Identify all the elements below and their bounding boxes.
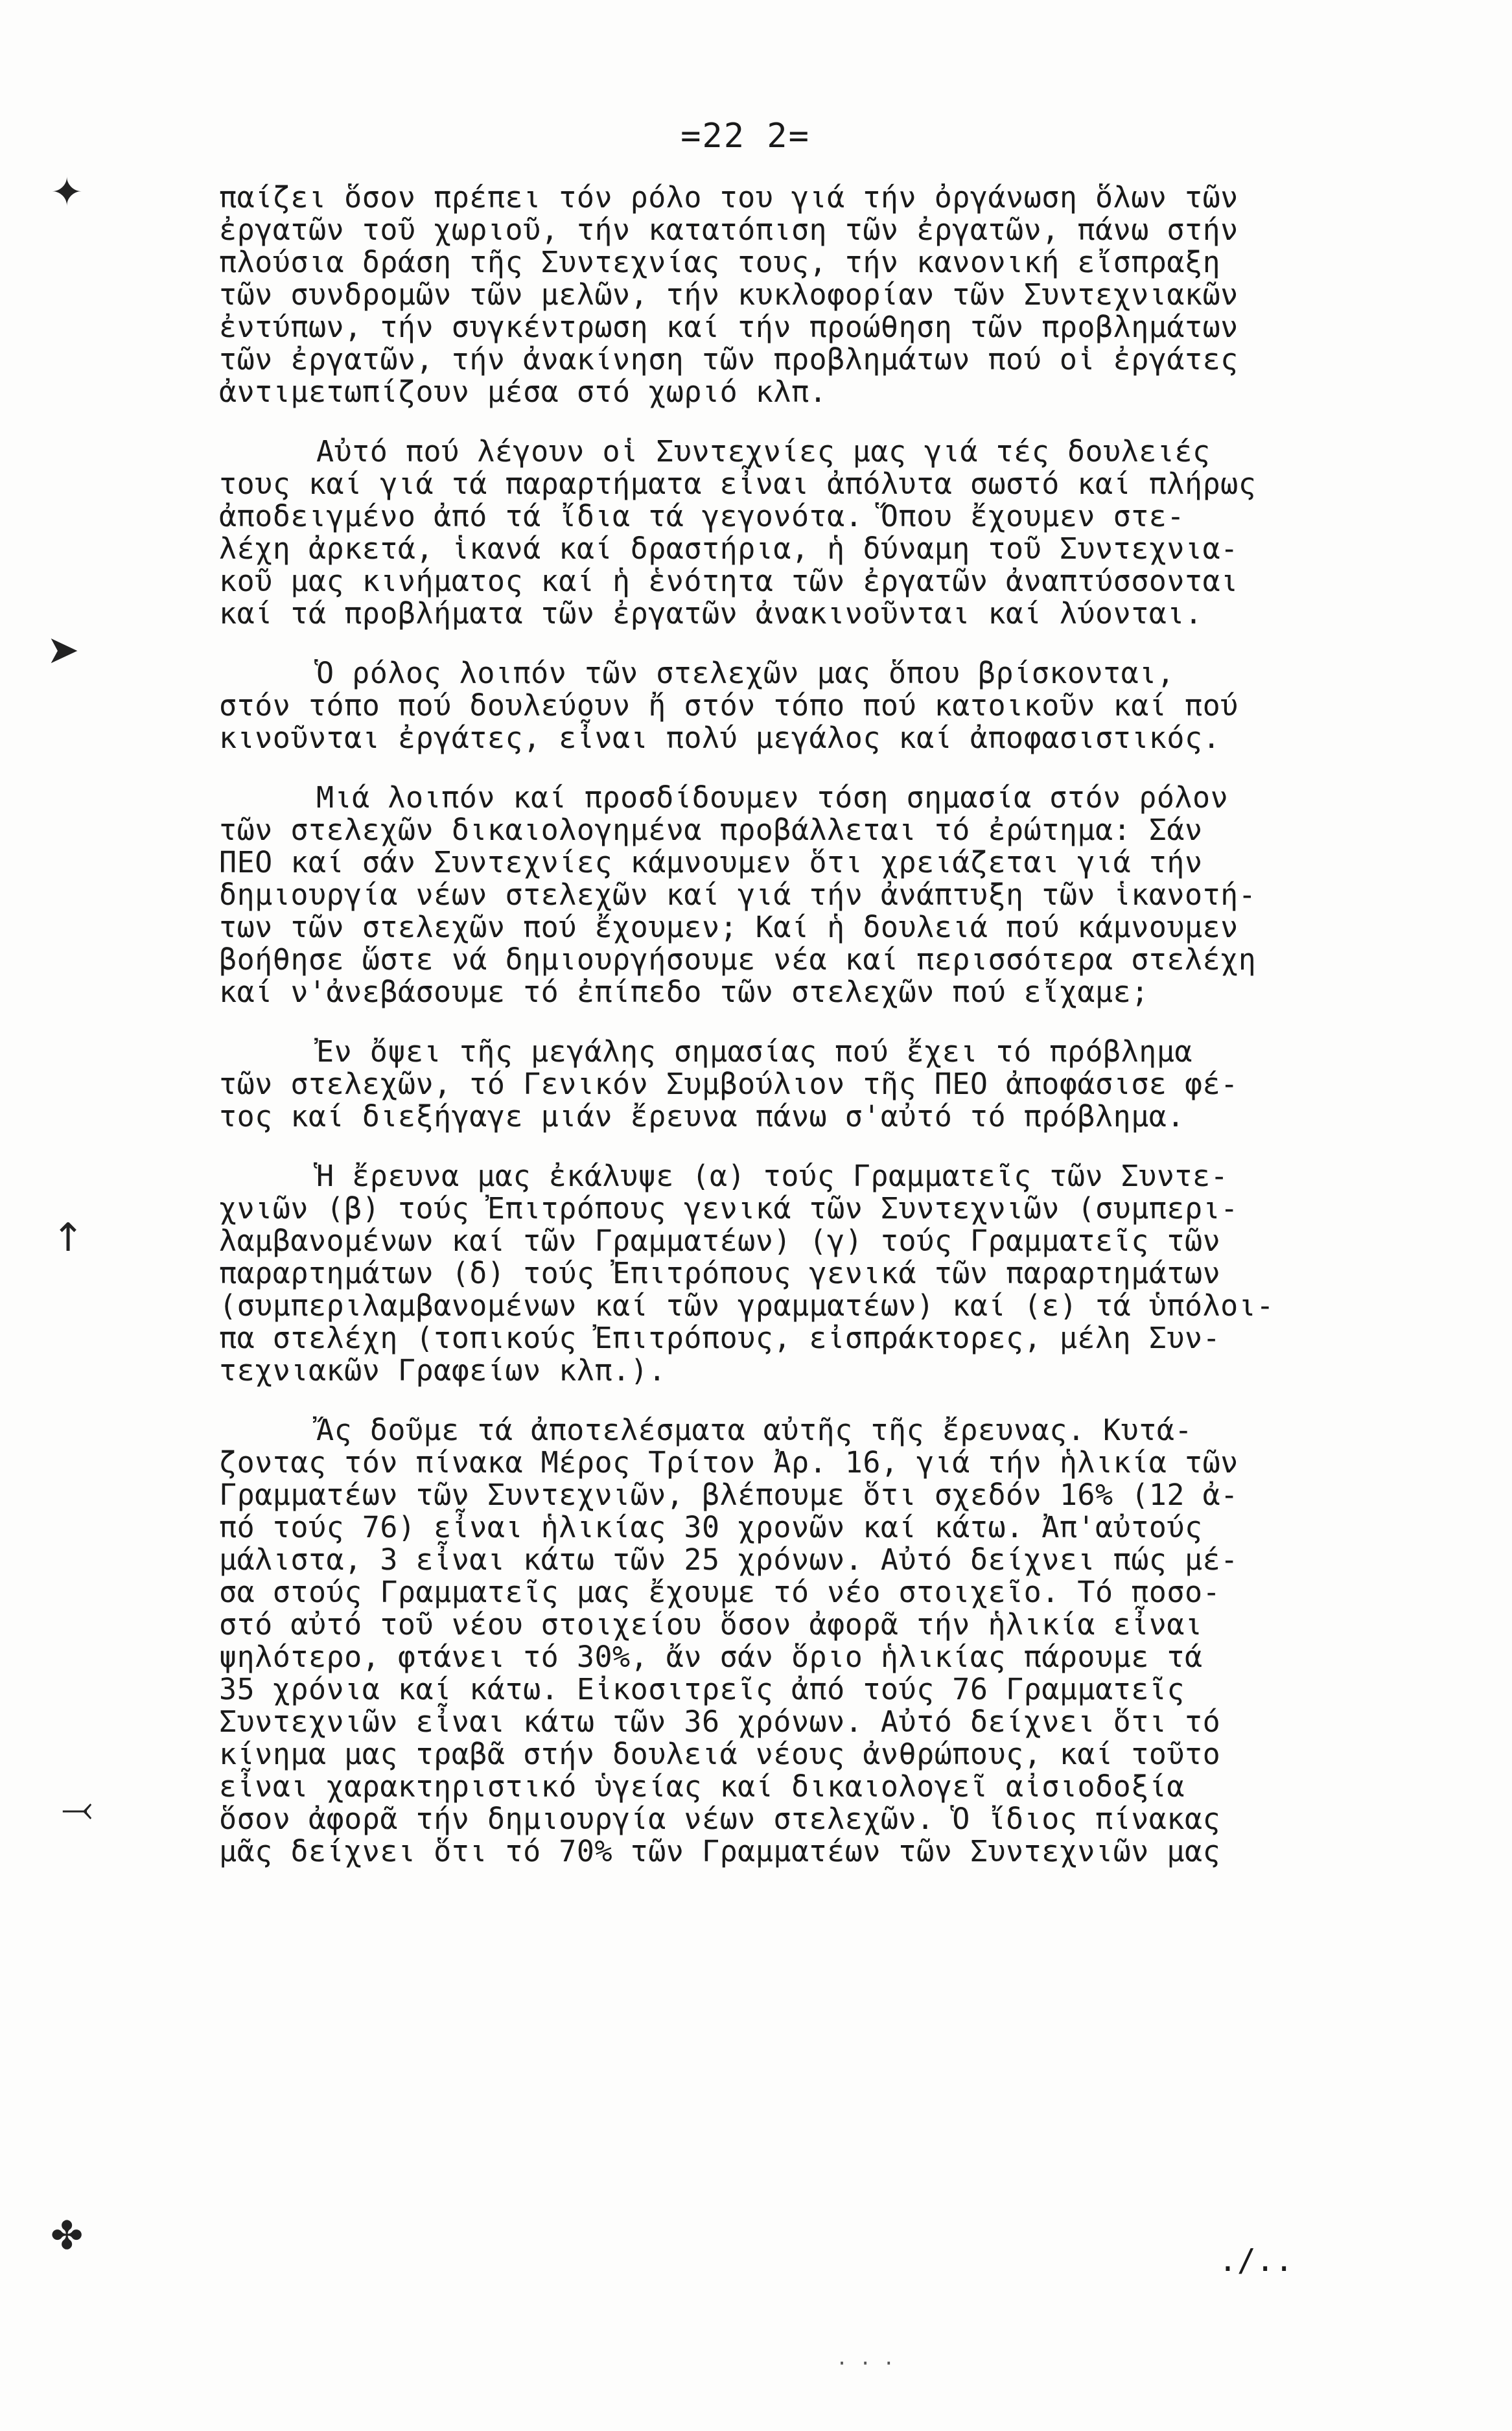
text-line: 35 χρόνια καί κάτω. Εἰκοσιτρεῖς ἀπό τούς 76 Γραμματεῖς	[219, 1672, 1185, 1706]
text-line: κοῦ μας κινήματος καί ἡ ἑνότητα τῶν ἐργατῶν ἀναπτύσσονται	[219, 564, 1239, 598]
paragraph-7	[219, 1414, 1386, 1868]
text-line: (συμπεριλαμβανομένων καί τῶν γραμματέων) καί (ε) τά ὑπόλοι-	[219, 1288, 1274, 1323]
paragraph-4	[219, 782, 1386, 1008]
text-line: καί τά προβλήματα τῶν ἐργατῶν ἀνακινοῦνται καί λύονται.	[219, 596, 1203, 631]
continuation-mark: ./..	[1218, 2242, 1294, 2279]
text-line: Ἡ ἔρευνα μας ἐκάλυψε (α) τούς Γραμματεῖς τῶν Συντε-	[316, 1159, 1229, 1193]
text-line: ἀποδειγμένο ἀπό τά ἴδια τά γεγονότα. Ὅπου ἔχουμεν στε-	[219, 499, 1185, 533]
text-line: μάλιστα, 3 εἶναι κάτω τῶν 25 χρόνων. Αὐτό δείχνει πώς μέ-	[219, 1542, 1239, 1577]
text-line: τεχνιακῶν Γραφείων κλπ.).	[219, 1353, 666, 1388]
text-line: καί ν'ἀνεβάσουμε τό ἐπίπεδο τῶν στελεχῶν πού εἴχαμε;	[219, 975, 1149, 1009]
paragraph-6	[219, 1160, 1386, 1387]
text-line: χνιῶν (β) τούς Ἐπιτρόπους γενικά τῶν Συντεχνιῶν (συμπερι-	[219, 1191, 1239, 1226]
margin-arrow-icon: ➤	[47, 627, 80, 673]
text-line: τῶν ἐργατῶν, τήν ἀνακίνηση τῶν προβλημάτων πού οἱ ἐργάτες	[219, 342, 1239, 377]
margin-tick-icon: ↑	[52, 1215, 85, 1261]
text-line: ἐργατῶν τοῦ χωριοῦ, τήν κατατόπιση τῶν ἐργατῶν, πάνω στήν	[219, 213, 1239, 247]
text-line: παραρτημάτων (δ) τούς Ἐπιτρόπους γενικά τῶν παραρτημάτων	[219, 1256, 1221, 1290]
text-line: ἐντύπων, τήν συγκέντρωση καί τήν προώθηση τῶν προβλημάτων	[219, 310, 1239, 344]
text-line: τους καί γιά τά παραρτήματα εἶναι ἀπόλυτα σωστό καί πλήρως	[219, 467, 1257, 501]
text-line: λέχη ἀρκετά, ἱκανά καί δραστήρια, ἡ δύναμη τοῦ Συντεχνια-	[219, 531, 1239, 566]
text-line: τῶν στελεχῶν δικαιολογημένα προβάλλεται τό ἐρώτημα: Σάν	[219, 813, 1203, 847]
text-line: βοήθησε ὥστε νά δημιουργήσουμε νέα καί περισσότερα στελέχη	[219, 942, 1257, 977]
margin-star-icon: ✦	[51, 170, 84, 215]
text-line: μᾶς δείχνει ὅτι τό 70% τῶν Γραμματέων τῶν Συντεχνιῶν μας	[219, 1834, 1221, 1868]
text-line: πό τούς 76) εἶναι ἡλικίας 30 χρονῶν καί κάτω. Ἀπ'αὐτούς	[219, 1510, 1203, 1544]
text-line: τος καί διεξήγαγε μιάν ἔρευνα πάνω σ'αὐτό τό πρόβλημα.	[219, 1099, 1185, 1134]
paragraph-1	[219, 181, 1386, 408]
scan-speckles: · · ·	[836, 2353, 895, 2375]
text-line: στόν τόπο πού δουλεύουν ἤ στόν τόπο πού κατοικοῦν καί πού	[219, 688, 1239, 723]
text-line: Συντεχνιῶν εἶναι κάτω τῶν 36 χρόνων. Αὐτό δείχνει ὅτι τό	[219, 1704, 1221, 1739]
text-line: σα στούς Γραμματεῖς μας ἔχουμε τό νέο στοιχεῖο. Τό ποσο-	[219, 1575, 1221, 1609]
text-line: ψηλότερο, φτάνει τό 30%, ἄν σάν ὅριο ἡλικίας πάρουμε τά	[219, 1640, 1203, 1674]
text-line: τῶν συνδρομῶν τῶν μελῶν, τήν κυκλοφορίαν τῶν Συντεχνιακῶν	[219, 277, 1239, 312]
paragraph-5	[219, 1036, 1386, 1133]
paragraph-3	[219, 657, 1386, 754]
text-line: παίζει ὅσον πρέπει τόν ρόλο του γιά τήν ὀργάνωση ὅλων τῶν	[219, 180, 1239, 215]
text-line: Ἄς δοῦμε τά ἀποτελέσματα αὐτῆς τῆς ἔρευνας. Κυτά-	[316, 1413, 1193, 1447]
page-number: =22 2=	[680, 117, 810, 156]
text-line: κινοῦνται ἐργάτες, εἶναι πολύ μεγάλος καί ἀποφασιστικός.	[219, 721, 1221, 755]
margin-dash-icon: ⤙	[62, 1785, 93, 1831]
text-line: ζοντας τόν πίνακα Μέρος Τρίτον Ἀρ. 16, γιά τήν ἡλικία τῶν	[219, 1445, 1239, 1480]
text-line: Ἐν ὄψει τῆς μεγάλης σημασίας πού ἔχει τό πρόβλημα	[316, 1034, 1193, 1069]
text-line: ἀντιμετωπίζουν μέσα στό χωριό κλπ.	[219, 375, 828, 409]
text-line: λαμβανομένων καί τῶν Γραμματέων) (γ) τούς Γραμματεῖς τῶν	[219, 1224, 1221, 1258]
text-line: Μιά λοιπόν καί προσδίδουμεν τόση σημασία στόν ρόλον	[316, 780, 1229, 815]
margin-cross-icon: ✤	[51, 2213, 84, 2259]
body-text	[219, 181, 1386, 1895]
text-line: ὅσον ἀφορᾶ τήν δημιουργία νέων στελεχῶν. Ὁ ἴδιος πίνακας	[219, 1802, 1221, 1836]
text-line: Γραμματέων τῶν Συντεχνιῶν, βλέπουμε ὅτι σχεδόν 16% (12 ἀ-	[219, 1478, 1239, 1512]
paragraph-2	[219, 436, 1386, 630]
text-line: ΠΕΟ καί σάν Συντεχνίες κάμνουμεν ὅτι χρειάζεται γιά τήν	[219, 845, 1203, 879]
text-line: τῶν στελεχῶν, τό Γενικόν Συμβούλιον τῆς ΠΕΟ ἀποφάσισε φέ-	[219, 1067, 1239, 1101]
text-line: δημιουργία νέων στελεχῶν καί γιά τήν ἀνάπτυξη τῶν ἱκανοτή-	[219, 878, 1257, 912]
text-line: των τῶν στελεχῶν πού ἔχουμεν; Καί ἡ δουλειά πού κάμνουμεν	[219, 910, 1239, 944]
text-line: στό αὐτό τοῦ νέου στοιχείου ὅσον ἀφορᾶ τήν ἡλικία εἶναι	[219, 1607, 1203, 1642]
text-line: Ὁ ρόλος λοιπόν τῶν στελεχῶν μας ὅπου βρίσκονται,	[316, 656, 1175, 690]
text-line: εἶναι χαρακτηριστικό ὑγείας καί δικαιολογεῖ αἰσιοδοξία	[219, 1769, 1185, 1804]
text-line: πλούσια δράση τῆς Συντεχνίας τους, τήν κανονική εἴσπραξη	[219, 245, 1221, 279]
text-line: κίνημα μας τραβᾶ στήν δουλειά νέους ἀνθρώπους, καί τοῦτο	[219, 1737, 1221, 1771]
text-line: Αὐτό πού λέγουν οἱ Συντεχνίες μας γιά τές δουλειές	[316, 434, 1211, 469]
text-line: πα στελέχη (τοπικούς Ἐπιτρόπους, εἰσπράκτορες, μέλη Συν-	[219, 1321, 1221, 1355]
